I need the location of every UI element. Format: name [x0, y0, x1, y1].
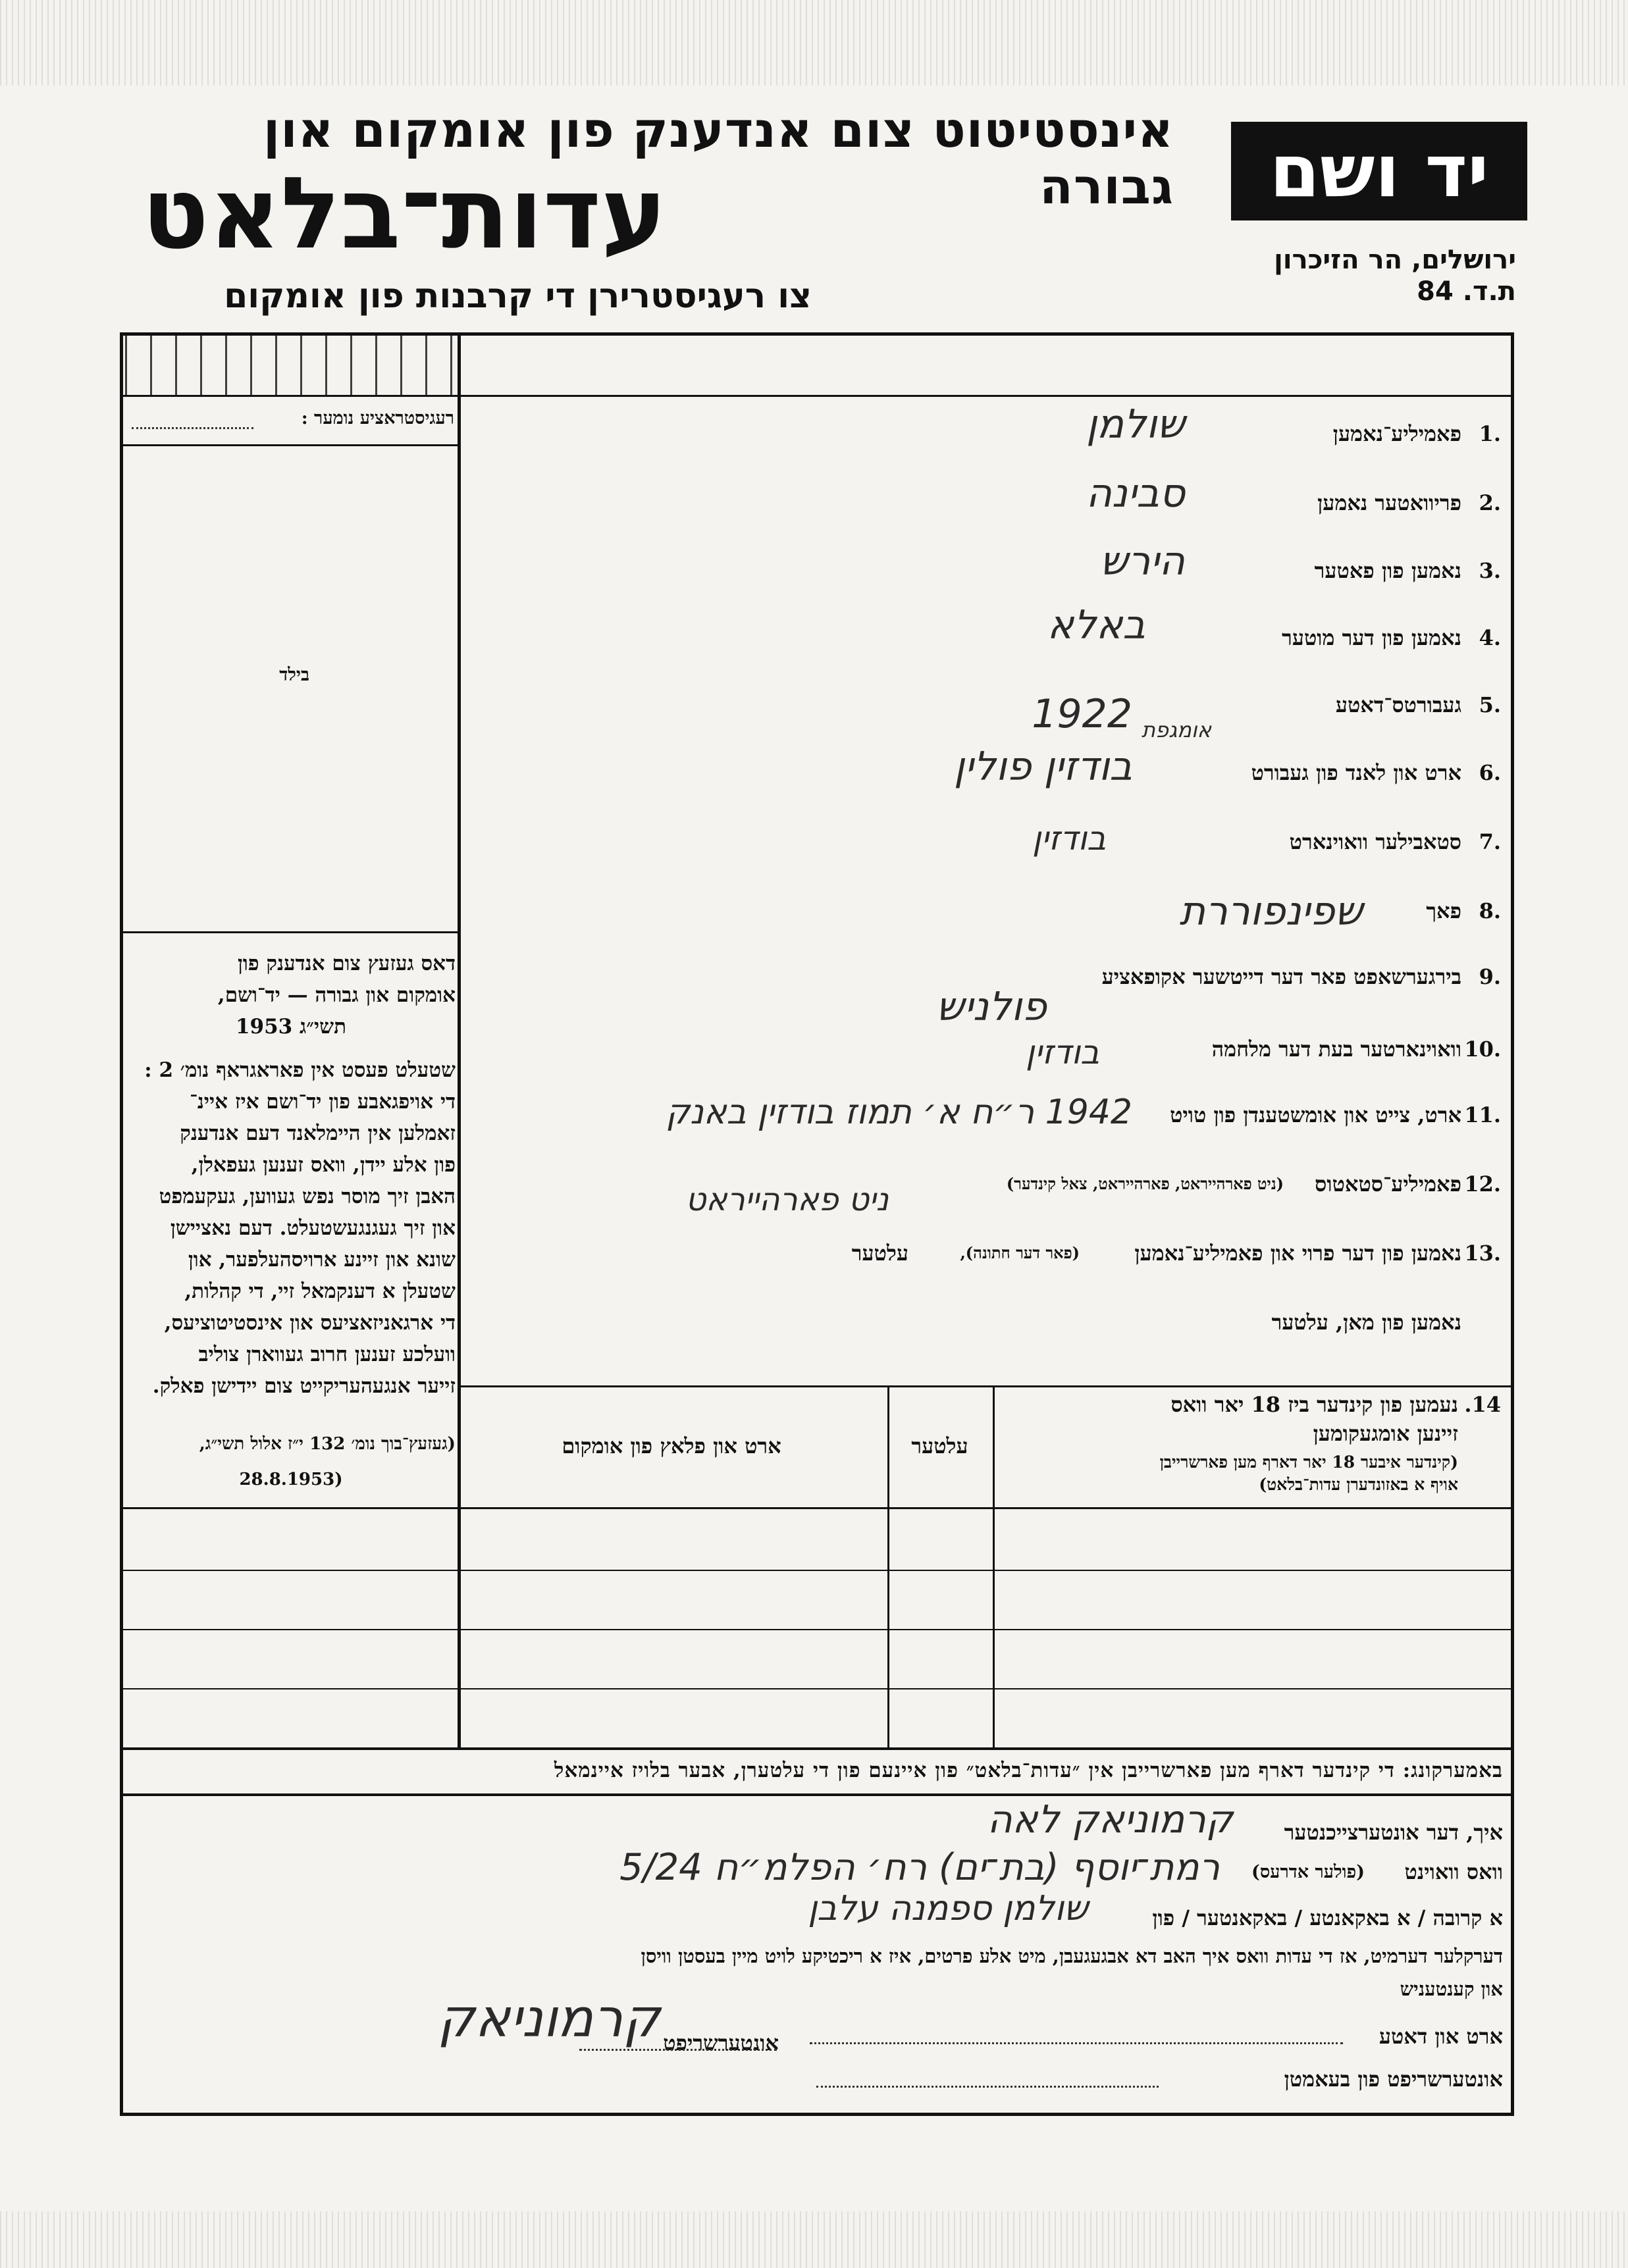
declarant-signature[interactable]: קרמוניאק — [437, 1988, 660, 2049]
children-row[interactable] — [122, 1572, 1511, 1628]
declaration-text-2: און קענטעניש — [1400, 1978, 1503, 2000]
field-number: 13. — [1464, 1241, 1501, 1266]
field-label: פאך — [1426, 898, 1461, 923]
field-label: ארט, צייט און אומשטענדן פון טויט — [1170, 1102, 1461, 1127]
children-note-line2: אויף א באזונדערן עדות־בלאט) — [1259, 1475, 1458, 1494]
field-label: געבורטס־דאטע — [1335, 692, 1461, 717]
field-label: וואוינארטער בעת דער מלחמה — [1211, 1037, 1461, 1062]
field-value-residence[interactable]: בודזין — [1032, 819, 1106, 858]
law-line: שטעלן א דענקמאל זיי, די קהלות, — [184, 1279, 456, 1303]
field-label: פאמיליע־סטאטוס — [1315, 1172, 1461, 1197]
field-row-7[interactable] — [461, 816, 1501, 882]
field-label: סטאבילער וואוינארט — [1289, 829, 1461, 854]
institute-name: אינסטיטוט צום אנדענק פון אומקום און גבורה — [263, 102, 1174, 215]
law-line: וועלכע זענען חרוב געווארן צוליב — [198, 1343, 456, 1366]
children-row-line — [122, 1629, 1511, 1630]
children-row-line — [122, 1688, 1511, 1689]
address-line-2: ת.ד. 84 — [1417, 276, 1516, 307]
field-number: 4. — [1479, 625, 1501, 650]
field-row-2[interactable] — [461, 471, 1501, 543]
children-table-bottom — [122, 1747, 1511, 1750]
children-place-header: ארט און פלאץ פון אומקום — [562, 1433, 781, 1458]
children-row[interactable] — [122, 1509, 1511, 1568]
place-date-field[interactable] — [810, 2042, 1343, 2044]
field-value-birth-place[interactable]: בודזין פולין — [953, 744, 1132, 790]
law-line: שטעלט פעסט אין פאראגראף נומ׳ 2 : — [144, 1058, 456, 1082]
law-line: אומקום און גבורה — יד־ושם, — [217, 983, 456, 1007]
field-number: 8. — [1479, 898, 1501, 923]
law-line: די אויפגאבע פון יד־ושם איז איינ־ — [189, 1090, 456, 1114]
field-row-9[interactable] — [461, 951, 1501, 1030]
form-subtitle: צו רעגיסטרירן די קרבנות פון אומקום — [224, 276, 812, 316]
declarant-name-label: איך, דער אונטערצייכנטער — [1284, 1820, 1503, 1845]
field-number: 10. — [1464, 1037, 1501, 1062]
field-row-3[interactable] — [461, 538, 1501, 611]
children-note-line1: (קינדער איבער 18 יאר דארף מען פארשרייבן — [1159, 1453, 1458, 1472]
declaration-text: דערקלער דערמיט, אז די עדות וואס איך האב דא אבגעגעבן, מיט אלע פרטים, איז א ריכטיקע לויט מיין בעסטן וויסן — [641, 1945, 1503, 1967]
law-line: זייער אנגעהעריקייט צום יידישן פאלק. — [152, 1374, 456, 1398]
field-label: נאמען פון דער פרוי און פאמיליע־נאמען — [1134, 1241, 1461, 1266]
registration-label: רעגיסטראציע נומער : — [301, 408, 454, 428]
field-note-birth: אומגפת — [1141, 717, 1211, 742]
field-row-11[interactable] — [461, 1089, 1501, 1155]
photo-box-top — [122, 444, 459, 446]
children-name-header — [997, 1392, 1501, 1495]
field-row-husband[interactable] — [461, 1297, 1501, 1349]
field-row-8[interactable] — [461, 885, 1501, 951]
field-label-tail: עלטער — [851, 1241, 908, 1266]
scan-noise-bottom — [0, 2211, 1628, 2268]
field-label: פאמיליע־נאמען — [1332, 421, 1461, 446]
field-row-10[interactable] — [461, 1023, 1501, 1089]
registration-boxes-bottom — [122, 395, 459, 397]
children-table-top — [461, 1385, 1511, 1387]
field-row-6[interactable] — [461, 744, 1501, 813]
law-line: תשי״ג 1953 — [235, 1015, 347, 1039]
law-line: האבן זיך מוסר נפש געווען, געקעמפט — [159, 1185, 456, 1208]
registration-boxes — [125, 336, 458, 395]
address-line-1: ירושלים, הר הזיכרון — [1274, 245, 1516, 275]
field-label: ארט און לאנד פון געבורט — [1251, 760, 1461, 785]
law-reference: (געזעץ־בוך נומ׳ 132 י״ז אלול תשי״ג, — [199, 1434, 456, 1454]
field-value-family-status[interactable]: ניט פארהייראט — [685, 1181, 889, 1218]
field-number: 2. — [1479, 490, 1501, 515]
field-value-profession[interactable]: שפינפוררת — [1179, 889, 1363, 935]
field-number: 11. — [1464, 1102, 1501, 1127]
law-line: דאס געזעץ צום אנדענק פון — [237, 952, 456, 975]
field-value-citizenship[interactable]: פולניש — [936, 984, 1047, 1030]
children-label-line2: זיינען אומגעקומען — [1313, 1421, 1458, 1446]
yad-vashem-logo: יד ושם — [1231, 122, 1527, 220]
photo-box-bottom — [122, 931, 459, 933]
field-number: 3. — [1479, 558, 1501, 583]
law-line: שונא און זיינע ארויסהעלפער, און — [188, 1248, 456, 1272]
field-value-mother[interactable]: באלא — [1047, 602, 1145, 648]
field-number: 7. — [1479, 829, 1501, 854]
field-number: 5. — [1479, 692, 1501, 717]
scan-noise-top — [0, 0, 1628, 86]
declarant-address-value[interactable]: רמת־יוסף (בת־ים) רח׳ הפלמ״ח 5/24 — [619, 1846, 1220, 1889]
field-value-surname[interactable]: שולמן — [1086, 401, 1185, 448]
field-label: נאמען פון פאטער — [1314, 558, 1461, 583]
registration-number-field[interactable] — [132, 426, 253, 429]
field-row-12[interactable] — [461, 1158, 1501, 1224]
field-label-note: (פאר דער חתונה), — [960, 1243, 1080, 1262]
form-title: עדות־בלאט — [142, 157, 667, 271]
official-signature-label: אונטערשריפט פון בעאמטן — [1284, 2067, 1503, 2092]
place-date-label: ארט און דאטע — [1379, 2024, 1503, 2049]
children-row[interactable] — [122, 1631, 1511, 1687]
field-value-birth-date[interactable]: 1922 — [1032, 691, 1132, 737]
field-number: 9. — [1479, 964, 1501, 989]
signature-label: אונטערשריפט — [663, 2030, 779, 2055]
declarant-relation-label: א קרובה / א באקאנטע / באקאנטער / פון — [1152, 1905, 1503, 1930]
declarant-address-label: וואס וואוינט — [1404, 1859, 1503, 1884]
law-date: (28.8.1953 — [239, 1470, 343, 1489]
declarant-name-value[interactable]: קרמוניאק לאה — [987, 1797, 1233, 1842]
law-line: פון אלע יידן, וואס זענען געפאלן, — [191, 1153, 456, 1177]
photo-label: בילד — [279, 665, 309, 685]
field-row-4[interactable] — [461, 602, 1501, 678]
field-label: נאמען פון מאן, עלטער — [1271, 1310, 1461, 1335]
law-line: און זיך געגנגעשטעלט. דעם נאציישן — [170, 1216, 456, 1240]
declarant-address-note: (פולער אדרעס) — [1251, 1862, 1365, 1882]
fields-inner-border — [461, 395, 1511, 397]
field-row-13[interactable] — [461, 1227, 1501, 1293]
declarant-relation-value[interactable]: שולמן ספמנה עלבן — [808, 1889, 1088, 1928]
field-number: 14. — [1464, 1392, 1501, 1417]
fields-area — [461, 395, 1511, 1356]
field-value-wartime-residence[interactable]: בודזין — [1026, 1033, 1099, 1071]
field-label: נאמען פון דער מוטער — [1282, 625, 1461, 650]
field-label-note: (ניט פארהייראט, פארהייראט, צאל קינדער) — [1006, 1174, 1284, 1193]
official-signature-field[interactable] — [816, 2085, 1159, 2088]
field-row-1[interactable] — [461, 401, 1501, 474]
law-line: זאמלען אין היימלאנד דעם אנדענק — [180, 1121, 456, 1145]
children-age-header: עלטער — [911, 1433, 968, 1458]
field-value-first-name[interactable]: סבינה — [1086, 471, 1185, 517]
field-label: פריוואטער נאמען — [1317, 490, 1461, 515]
field-value-death[interactable]: 1942 ר״ח א׳ תמוז בודזין באנק — [666, 1093, 1132, 1132]
field-label: בירגערשאפט פאר דער דייטשער אקופאציע — [1101, 964, 1461, 989]
field-number: 12. — [1464, 1172, 1501, 1197]
children-note: באמערקונג: די קינדער דארף מען פארשרייבן אין ״עדות־בלאט״ פון איינעם פון די עלטערן, אבער בלויז איינמאל — [554, 1759, 1503, 1782]
law-line: די ארגאניזאציעס און אינסטיטוציעס, — [164, 1311, 456, 1335]
field-value-father[interactable]: הירש — [1100, 538, 1185, 584]
children-row[interactable] — [122, 1690, 1511, 1746]
field-number: 1. — [1479, 421, 1501, 446]
note-bottom-line — [122, 1793, 1511, 1796]
field-number: 6. — [1479, 760, 1501, 785]
law-text — [126, 948, 456, 1495]
children-row-line — [122, 1570, 1511, 1571]
children-label-line1: נעמען פון קינדער ביז 18 יאר וואס — [1170, 1392, 1458, 1417]
field-row-5[interactable] — [461, 679, 1501, 745]
